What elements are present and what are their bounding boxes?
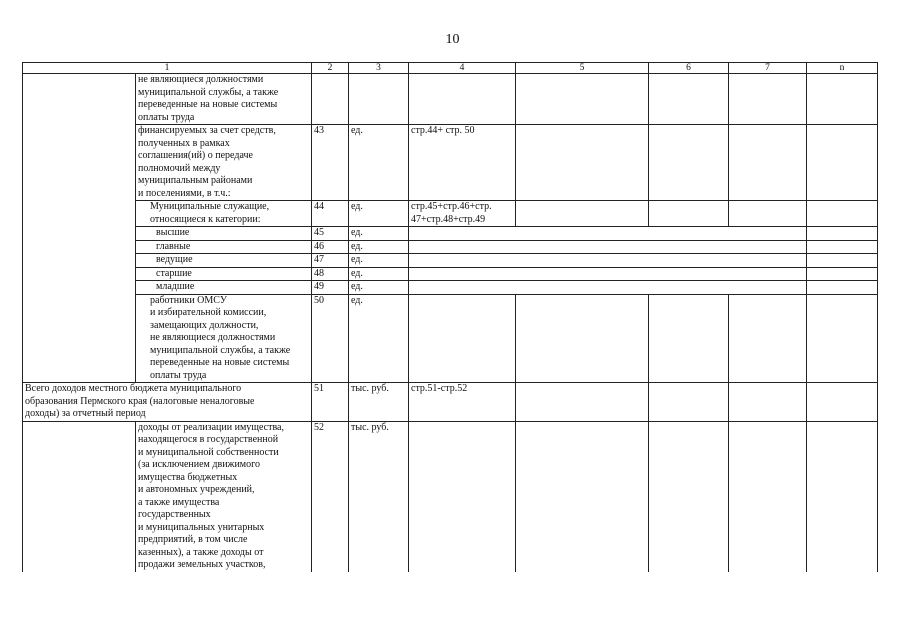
cell-n	[807, 254, 878, 268]
table-row	[23, 125, 878, 201]
row-unit: ед.	[349, 201, 409, 227]
indent-cell	[23, 240, 136, 254]
cell-7	[729, 125, 807, 201]
cell-7	[729, 421, 807, 572]
indent-cell	[23, 267, 136, 281]
col-header-3: 3	[349, 63, 409, 74]
table-row	[23, 383, 878, 422]
cell-5	[516, 421, 649, 572]
row-formula: стр.51-стр.52	[409, 383, 516, 422]
cell-7	[729, 383, 807, 422]
cell-n	[807, 125, 878, 201]
row-number: 47	[312, 254, 349, 268]
row-unit: ед.	[349, 240, 409, 254]
row-number: 51	[312, 383, 349, 422]
cell-7	[729, 74, 807, 125]
cell-n	[807, 201, 878, 227]
row-unit: ед.	[349, 281, 409, 295]
row-formula	[409, 74, 516, 125]
row-unit	[349, 74, 409, 125]
column-header-row	[23, 63, 878, 74]
table-row	[23, 267, 878, 281]
indent-cell	[23, 421, 136, 572]
cell-5	[516, 125, 649, 201]
table-row	[23, 240, 878, 254]
table-row	[23, 421, 878, 572]
row-unit: ед.	[349, 254, 409, 268]
row-number: 50	[312, 294, 349, 383]
cell-6	[649, 421, 729, 572]
cell-5	[516, 201, 649, 227]
row-label: высшие	[136, 227, 312, 241]
cell-7	[729, 201, 807, 227]
cell-n	[807, 227, 878, 241]
cell-6	[649, 125, 729, 201]
row-formula	[409, 267, 807, 281]
table-row	[23, 201, 878, 227]
cell-6	[649, 383, 729, 422]
table-row	[23, 281, 878, 295]
row-label: главные	[136, 240, 312, 254]
col-header-6: 6	[649, 63, 729, 74]
row-label: Муниципальные служащие, относящиеся к категории:	[136, 201, 312, 227]
cell-5	[516, 294, 649, 383]
indent-cell	[23, 227, 136, 241]
col-header-n: n	[807, 63, 878, 74]
col-header-2: 2	[312, 63, 349, 74]
row-formula	[409, 240, 807, 254]
cell-n	[807, 421, 878, 572]
row-formula: стр.44+ стр. 50	[409, 125, 516, 201]
row-unit: ед.	[349, 294, 409, 383]
row-number	[312, 74, 349, 125]
cell-n	[807, 281, 878, 295]
row-number: 46	[312, 240, 349, 254]
row-unit: ед.	[349, 267, 409, 281]
row-label: доходы от реализации имущества, находящегося в государственной и муниципальной собственности (за исключением движимого имущества бюджетных и автономных учреждений, а также имущества государственных и муниципальных унитарных предприятий, в том числе казенных), а также доходы от продажи земельных участков,	[136, 421, 312, 572]
table-row	[23, 74, 878, 125]
col-header-5: 5	[516, 63, 649, 74]
row-number: 45	[312, 227, 349, 241]
table-row	[23, 254, 878, 268]
col-header-7: 7	[729, 63, 807, 74]
row-label: ведущие	[136, 254, 312, 268]
row-number: 49	[312, 281, 349, 295]
cell-n	[807, 294, 878, 383]
row-number: 52	[312, 421, 349, 572]
row-label: младшие	[136, 281, 312, 295]
row-label: финансируемых за счет средств, полученных в рамках соглашения(ий) о передаче полномочий между муниципальным районами и поселениями, в т.ч.:	[136, 125, 312, 201]
col-header-1: 1	[23, 63, 312, 74]
row-label: старшие	[136, 267, 312, 281]
col-header-4: 4	[409, 63, 516, 74]
row-unit: ед.	[349, 227, 409, 241]
cell-n	[807, 240, 878, 254]
row-formula	[409, 254, 807, 268]
table-row	[23, 294, 878, 383]
indent-cell	[23, 294, 136, 383]
statistics-table	[22, 62, 878, 572]
row-formula	[409, 281, 807, 295]
page-number: 10	[445, 32, 460, 47]
row-formula: стр.45+стр.46+стр. 47+стр.48+стр.49	[409, 201, 516, 227]
table-row	[23, 227, 878, 241]
row-label: не являющиеся должностями муниципальной службы, а также переведенные на новые системы оплаты труда	[136, 74, 312, 125]
cell-6	[649, 294, 729, 383]
cell-n	[807, 383, 878, 422]
row-number: 44	[312, 201, 349, 227]
row-label: работники ОМСУ и избирательной комиссии, замещающих должности, не являющиеся должностями муниципальной службы, а также переведенные на новые системы оплаты труда	[136, 294, 312, 383]
cell-6	[649, 74, 729, 125]
row-formula	[409, 421, 516, 572]
cell-7	[729, 294, 807, 383]
row-unit: тыс. руб.	[349, 383, 409, 422]
cell-5	[516, 383, 649, 422]
cell-n	[807, 267, 878, 281]
row-unit: ед.	[349, 125, 409, 201]
row-number: 48	[312, 267, 349, 281]
row-number: 43	[312, 125, 349, 201]
cell-n	[807, 74, 878, 125]
row-label: Всего доходов местного бюджета муниципального образования Пермского края (налоговые неналоговые доходы) за отчетный период	[23, 383, 312, 422]
row-formula	[409, 294, 516, 383]
row-unit: тыс. руб.	[349, 421, 409, 572]
indent-cell	[23, 281, 136, 295]
row-formula	[409, 227, 807, 241]
indent-cell	[23, 125, 136, 201]
cell-6	[649, 201, 729, 227]
indent-cell	[23, 254, 136, 268]
cell-5	[516, 74, 649, 125]
indent-cell	[23, 74, 136, 125]
indent-cell	[23, 201, 136, 227]
